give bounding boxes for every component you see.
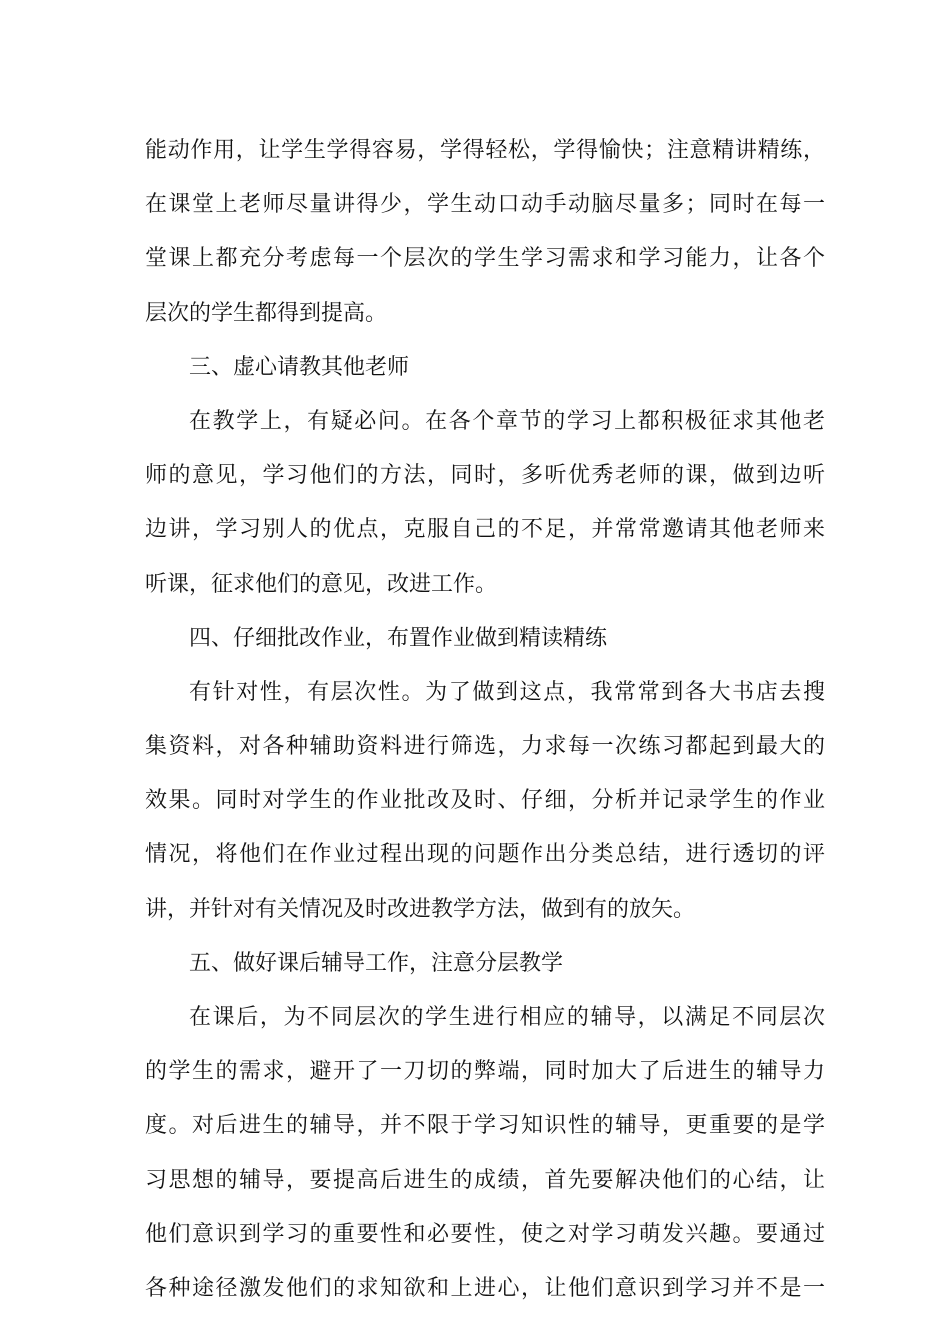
text-line: 习思想的辅导，要提高后进生的成绩，首先要解决他们的心结，让 xyxy=(145,1167,825,1193)
text-line: 集资料，对各种辅助资料进行筛选，力求每一次练习都起到最大的 xyxy=(145,734,825,760)
text-line: 的学生的需求，避开了一刀切的弊端，同时加大了后进生的辅导力 xyxy=(145,1059,825,1085)
text-line: 各种途径激发他们的求知欲和上进心，让他们意识到学习并不是一 xyxy=(145,1275,825,1301)
document-body xyxy=(145,124,825,1316)
text-line: 听课，征求他们的意见，改进工作。 xyxy=(145,571,498,597)
text-line: 讲，并针对有关情况及时改进教学方法，做到有的放矢。 xyxy=(145,896,696,922)
text-line: 他们意识到学习的重要性和必要性，使之对学习萌发兴趣。要通过 xyxy=(145,1221,825,1247)
text-line: 层次的学生都得到提高。 xyxy=(145,300,388,326)
text-line: 效果。同时对学生的作业批改及时、仔细，分析并记录学生的作业 xyxy=(145,788,825,814)
text-line: 堂课上都充分考虑每一个层次的学生学习需求和学习能力，让各个 xyxy=(145,246,825,272)
paragraph-start-line: 五、做好课后辅导工作，注意分层教学 xyxy=(189,950,564,976)
text-line: 度。对后进生的辅导，并不限于学习知识性的辅导，更重要的是学 xyxy=(145,1113,825,1139)
paragraph-start-line: 四、仔细批改作业，布置作业做到精读精练 xyxy=(189,625,608,651)
paragraph-start-line: 在教学上，有疑必问。在各个章节的学习上都积极征求其他老 xyxy=(189,408,825,434)
text-line: 能动作用，让学生学得容易，学得轻松，学得愉快；注意精讲精练， xyxy=(145,138,825,163)
text-line: 在课堂上老师尽量讲得少，学生动口动手动脑尽量多；同时在每一 xyxy=(145,192,825,218)
text-line: 边讲，学习别人的优点，克服自己的不足，并常常邀请其他老师来 xyxy=(145,517,825,543)
text-line: 师的意见，学习他们的方法，同时，多听优秀老师的课，做到边听 xyxy=(145,463,825,489)
paragraph-start-line: 三、虚心请教其他老师 xyxy=(189,354,410,380)
paragraph-start-line: 在课后，为不同层次的学生进行相应的辅导，以满足不同层次 xyxy=(189,1005,825,1030)
text-line: 情况，将他们在作业过程出现的问题作出分类总结，进行透切的评 xyxy=(145,842,825,868)
paragraph-start-line: 有针对性，有层次性。为了做到这点，我常常到各大书店去搜 xyxy=(189,679,825,705)
